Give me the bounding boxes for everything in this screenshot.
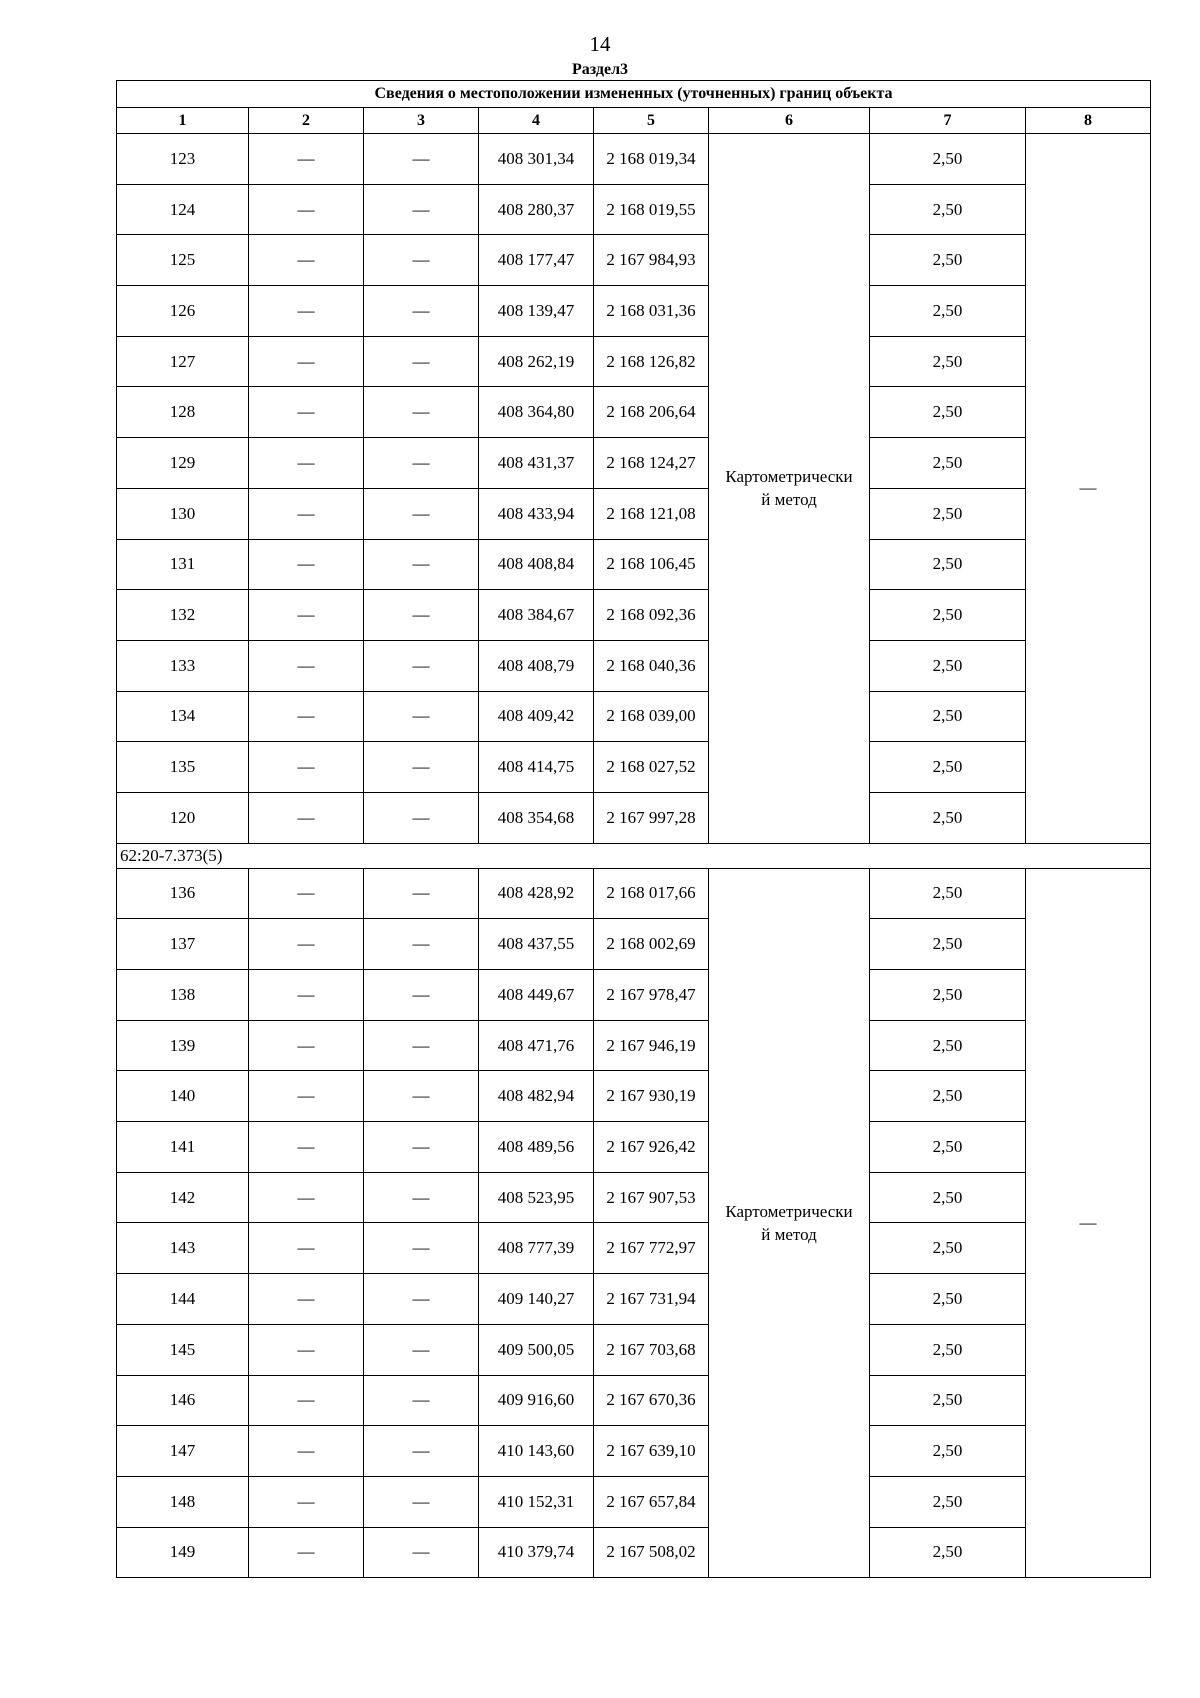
col3-cell: — <box>364 1324 479 1375</box>
col2-cell: — <box>249 438 364 489</box>
table-row <box>117 1223 1151 1274</box>
column-number: 5 <box>594 108 709 134</box>
accuracy-cell: 2,50 <box>870 640 1026 691</box>
y-coordinate-cell: 2 168 121,08 <box>594 488 709 539</box>
accuracy-cell: 2,50 <box>870 691 1026 742</box>
y-coordinate-cell: 2 167 639,10 <box>594 1426 709 1477</box>
table-row <box>117 1375 1151 1426</box>
x-coordinate-cell: 408 428,92 <box>479 868 594 919</box>
y-coordinate-cell: 2 168 206,64 <box>594 387 709 438</box>
col2-cell: — <box>249 1020 364 1071</box>
point-number-cell: 138 <box>117 970 249 1021</box>
y-coordinate-cell: 2 167 984,93 <box>594 235 709 286</box>
y-coordinate-cell: 2 168 126,82 <box>594 336 709 387</box>
y-coordinate-cell: 2 168 092,36 <box>594 590 709 641</box>
table-row <box>117 1020 1151 1071</box>
table-row <box>117 1476 1151 1527</box>
y-coordinate-cell: 2 167 946,19 <box>594 1020 709 1071</box>
accuracy-cell: 2,50 <box>870 868 1026 919</box>
col2-cell: — <box>249 1274 364 1325</box>
x-coordinate-cell: 409 140,27 <box>479 1274 594 1325</box>
method-text-line2: й метод <box>761 490 817 510</box>
y-coordinate-cell: 2 168 124,27 <box>594 438 709 489</box>
column-number: 2 <box>249 108 364 134</box>
x-coordinate-cell: 408 414,75 <box>479 742 594 793</box>
table-row <box>117 387 1151 438</box>
col3-cell: — <box>364 1223 479 1274</box>
col2-cell: — <box>249 742 364 793</box>
accuracy-cell: 2,50 <box>870 1274 1026 1325</box>
point-number-cell: 120 <box>117 792 249 843</box>
accuracy-cell: 2,50 <box>870 742 1026 793</box>
table-row <box>117 1274 1151 1325</box>
col3-cell: — <box>364 640 479 691</box>
accuracy-cell: 2,50 <box>870 1071 1026 1122</box>
accuracy-cell: 2,50 <box>870 1375 1026 1426</box>
accuracy-cell: 2,50 <box>870 1527 1026 1578</box>
accuracy-cell: 2,50 <box>870 235 1026 286</box>
point-number-cell: 147 <box>117 1426 249 1477</box>
point-number-cell: 129 <box>117 438 249 489</box>
column-number: 1 <box>117 108 249 134</box>
point-number-cell: 139 <box>117 1020 249 1071</box>
x-coordinate-cell: 408 280,37 <box>479 184 594 235</box>
table-row <box>117 590 1151 641</box>
x-coordinate-cell: 409 916,60 <box>479 1375 594 1426</box>
accuracy-cell: 2,50 <box>870 1324 1026 1375</box>
col3-cell: — <box>364 1476 479 1527</box>
col3-cell: — <box>364 387 479 438</box>
col3-cell: — <box>364 970 479 1021</box>
table-row <box>117 691 1151 742</box>
col2-cell: — <box>249 1223 364 1274</box>
point-number-cell: 140 <box>117 1071 249 1122</box>
col3-cell: — <box>364 691 479 742</box>
y-coordinate-cell: 2 167 907,53 <box>594 1172 709 1223</box>
accuracy-cell: 2,50 <box>870 1476 1026 1527</box>
accuracy-cell: 2,50 <box>870 792 1026 843</box>
x-coordinate-cell: 408 482,94 <box>479 1071 594 1122</box>
y-coordinate-cell: 2 168 040,36 <box>594 640 709 691</box>
table-row <box>117 1426 1151 1477</box>
x-coordinate-cell: 408 384,67 <box>479 590 594 641</box>
point-number-cell: 134 <box>117 691 249 742</box>
point-number-cell: 137 <box>117 919 249 970</box>
point-number-cell: 133 <box>117 640 249 691</box>
col3-cell: — <box>364 1527 479 1578</box>
col2-cell: — <box>249 1324 364 1375</box>
col3-cell: — <box>364 235 479 286</box>
point-number-cell: 145 <box>117 1324 249 1375</box>
accuracy-cell: 2,50 <box>870 1426 1026 1477</box>
point-number-cell: 131 <box>117 539 249 590</box>
accuracy-cell: 2,50 <box>870 438 1026 489</box>
table-row <box>117 640 1151 691</box>
method-text-line2: й метод <box>761 1224 817 1244</box>
method-text-line1: Картометрически <box>725 467 853 487</box>
point-number-cell: 148 <box>117 1476 249 1527</box>
col3-cell: — <box>364 286 479 337</box>
y-coordinate-cell: 2 168 019,34 <box>594 134 709 185</box>
table-caption: Сведения о местоположении измененных (уточненных) границ объекта <box>117 81 1151 108</box>
x-coordinate-cell: 408 354,68 <box>479 792 594 843</box>
x-coordinate-cell: 410 379,74 <box>479 1527 594 1578</box>
x-coordinate-cell: 410 152,31 <box>479 1476 594 1527</box>
x-coordinate-cell: 408 437,55 <box>479 919 594 970</box>
table-row <box>117 792 1151 843</box>
y-coordinate-cell: 2 167 772,97 <box>594 1223 709 1274</box>
y-coordinate-cell: 2 167 670,36 <box>594 1375 709 1426</box>
col3-cell: — <box>364 1274 479 1325</box>
col3-cell: — <box>364 919 479 970</box>
table-row <box>117 1172 1151 1223</box>
col2-cell: — <box>249 919 364 970</box>
y-coordinate-cell: 2 168 002,69 <box>594 919 709 970</box>
col2-cell: — <box>249 134 364 185</box>
table-row <box>117 742 1151 793</box>
y-coordinate-cell: 2 167 978,47 <box>594 970 709 1021</box>
table-row <box>117 235 1151 286</box>
point-number-cell: 130 <box>117 488 249 539</box>
column-number: 6 <box>709 108 870 134</box>
col2-cell: — <box>249 336 364 387</box>
x-coordinate-cell: 408 301,34 <box>479 134 594 185</box>
column-number: 7 <box>870 108 1026 134</box>
col3-cell: — <box>364 184 479 235</box>
table-row <box>117 1324 1151 1375</box>
section-title: Раздел3 <box>571 61 629 78</box>
column-number: 8 <box>1026 108 1151 134</box>
table-row <box>117 336 1151 387</box>
table-row <box>117 134 1151 185</box>
x-coordinate-cell: 408 777,39 <box>479 1223 594 1274</box>
y-coordinate-cell: 2 167 703,68 <box>594 1324 709 1375</box>
table-row <box>117 1071 1151 1122</box>
col2-cell: — <box>249 1527 364 1578</box>
col3-cell: — <box>364 1020 479 1071</box>
table-row <box>117 868 1151 919</box>
point-number-cell: 135 <box>117 742 249 793</box>
group-label-row <box>117 843 1151 868</box>
y-coordinate-cell: 2 168 027,52 <box>594 742 709 793</box>
accuracy-cell: 2,50 <box>870 970 1026 1021</box>
col2-cell: — <box>249 184 364 235</box>
table-row <box>117 286 1151 337</box>
point-number-cell: 141 <box>117 1122 249 1173</box>
column-number: 4 <box>479 108 594 134</box>
x-coordinate-cell: 410 143,60 <box>479 1426 594 1477</box>
x-coordinate-cell: 408 489,56 <box>479 1122 594 1173</box>
col3-cell: — <box>364 792 479 843</box>
y-coordinate-cell: 2 167 508,02 <box>594 1527 709 1578</box>
col2-cell: — <box>249 1426 364 1477</box>
y-coordinate-cell: 2 167 657,84 <box>594 1476 709 1527</box>
point-number-cell: 125 <box>117 235 249 286</box>
col8-cell: — <box>1026 868 1151 1578</box>
y-coordinate-cell: 2 167 731,94 <box>594 1274 709 1325</box>
accuracy-cell: 2,50 <box>870 488 1026 539</box>
method-cell <box>709 134 870 844</box>
table-row <box>117 970 1151 1021</box>
col3-cell: — <box>364 1172 479 1223</box>
col2-cell: — <box>249 235 364 286</box>
x-coordinate-cell: 408 177,47 <box>479 235 594 286</box>
x-coordinate-cell: 408 449,67 <box>479 970 594 1021</box>
method-text-line1: Картометрически <box>725 1201 853 1221</box>
point-number-cell: 146 <box>117 1375 249 1426</box>
accuracy-cell: 2,50 <box>870 184 1026 235</box>
point-number-cell: 123 <box>117 134 249 185</box>
col2-cell: — <box>249 970 364 1021</box>
x-coordinate-cell: 409 500,05 <box>479 1324 594 1375</box>
col2-cell: — <box>249 691 364 742</box>
point-number-cell: 149 <box>117 1527 249 1578</box>
accuracy-cell: 2,50 <box>870 539 1026 590</box>
table-caption-row <box>117 81 1151 108</box>
accuracy-cell: 2,50 <box>870 1223 1026 1274</box>
y-coordinate-cell: 2 168 031,36 <box>594 286 709 337</box>
point-number-cell: 124 <box>117 184 249 235</box>
y-coordinate-cell: 2 167 926,42 <box>594 1122 709 1173</box>
table-row <box>117 184 1151 235</box>
y-coordinate-cell: 2 167 930,19 <box>594 1071 709 1122</box>
x-coordinate-cell: 408 471,76 <box>479 1020 594 1071</box>
x-coordinate-cell: 408 364,80 <box>479 387 594 438</box>
col8-cell: — <box>1026 134 1151 844</box>
x-coordinate-cell: 408 433,94 <box>479 488 594 539</box>
col3-cell: — <box>364 1071 479 1122</box>
method-cell <box>709 868 870 1578</box>
col3-cell: — <box>364 539 479 590</box>
group-label: 62:20-7.373(5) <box>117 843 1151 868</box>
col2-cell: — <box>249 286 364 337</box>
table-body <box>117 81 1151 1578</box>
x-coordinate-cell: 408 408,79 <box>479 640 594 691</box>
x-coordinate-cell: 408 262,19 <box>479 336 594 387</box>
x-coordinate-cell: 408 409,42 <box>479 691 594 742</box>
table-row <box>117 438 1151 489</box>
point-number-cell: 128 <box>117 387 249 438</box>
accuracy-cell: 2,50 <box>870 336 1026 387</box>
col2-cell: — <box>249 1071 364 1122</box>
y-coordinate-cell: 2 168 017,66 <box>594 868 709 919</box>
col2-cell: — <box>249 640 364 691</box>
col3-cell: — <box>364 438 479 489</box>
accuracy-cell: 2,50 <box>870 1172 1026 1223</box>
col2-cell: — <box>249 590 364 641</box>
table-row <box>117 1122 1151 1173</box>
point-number-cell: 144 <box>117 1274 249 1325</box>
y-coordinate-cell: 2 167 997,28 <box>594 792 709 843</box>
col2-cell: — <box>249 488 364 539</box>
accuracy-cell: 2,50 <box>870 1122 1026 1173</box>
point-number-cell: 132 <box>117 590 249 641</box>
col2-cell: — <box>249 1172 364 1223</box>
y-coordinate-cell: 2 168 106,45 <box>594 539 709 590</box>
column-number-row <box>117 108 1151 134</box>
table-row <box>117 919 1151 970</box>
col2-cell: — <box>249 792 364 843</box>
accuracy-cell: 2,50 <box>870 387 1026 438</box>
boundary-table <box>116 80 1151 1578</box>
x-coordinate-cell: 408 431,37 <box>479 438 594 489</box>
col2-cell: — <box>249 539 364 590</box>
col2-cell: — <box>249 1375 364 1426</box>
col3-cell: — <box>364 1122 479 1173</box>
table-row <box>117 488 1151 539</box>
point-number-cell: 142 <box>117 1172 249 1223</box>
point-number-cell: 143 <box>117 1223 249 1274</box>
y-coordinate-cell: 2 168 039,00 <box>594 691 709 742</box>
col3-cell: — <box>364 742 479 793</box>
x-coordinate-cell: 408 523,95 <box>479 1172 594 1223</box>
col3-cell: — <box>364 336 479 387</box>
col3-cell: — <box>364 868 479 919</box>
col2-cell: — <box>249 1122 364 1173</box>
accuracy-cell: 2,50 <box>870 286 1026 337</box>
col2-cell: — <box>249 387 364 438</box>
x-coordinate-cell: 408 408,84 <box>479 539 594 590</box>
col3-cell: — <box>364 1426 479 1477</box>
col3-cell: — <box>364 488 479 539</box>
y-coordinate-cell: 2 168 019,55 <box>594 184 709 235</box>
accuracy-cell: 2,50 <box>870 1020 1026 1071</box>
table-row <box>117 539 1151 590</box>
accuracy-cell: 2,50 <box>870 590 1026 641</box>
point-number-cell: 127 <box>117 336 249 387</box>
col2-cell: — <box>249 868 364 919</box>
accuracy-cell: 2,50 <box>870 919 1026 970</box>
table-row <box>117 1527 1151 1578</box>
col3-cell: — <box>364 1375 479 1426</box>
col3-cell: — <box>364 590 479 641</box>
point-number-cell: 126 <box>117 286 249 337</box>
accuracy-cell: 2,50 <box>870 134 1026 185</box>
col2-cell: — <box>249 1476 364 1527</box>
x-coordinate-cell: 408 139,47 <box>479 286 594 337</box>
page-number: 14 <box>589 32 611 56</box>
column-number: 3 <box>364 108 479 134</box>
point-number-cell: 136 <box>117 868 249 919</box>
col3-cell: — <box>364 134 479 185</box>
